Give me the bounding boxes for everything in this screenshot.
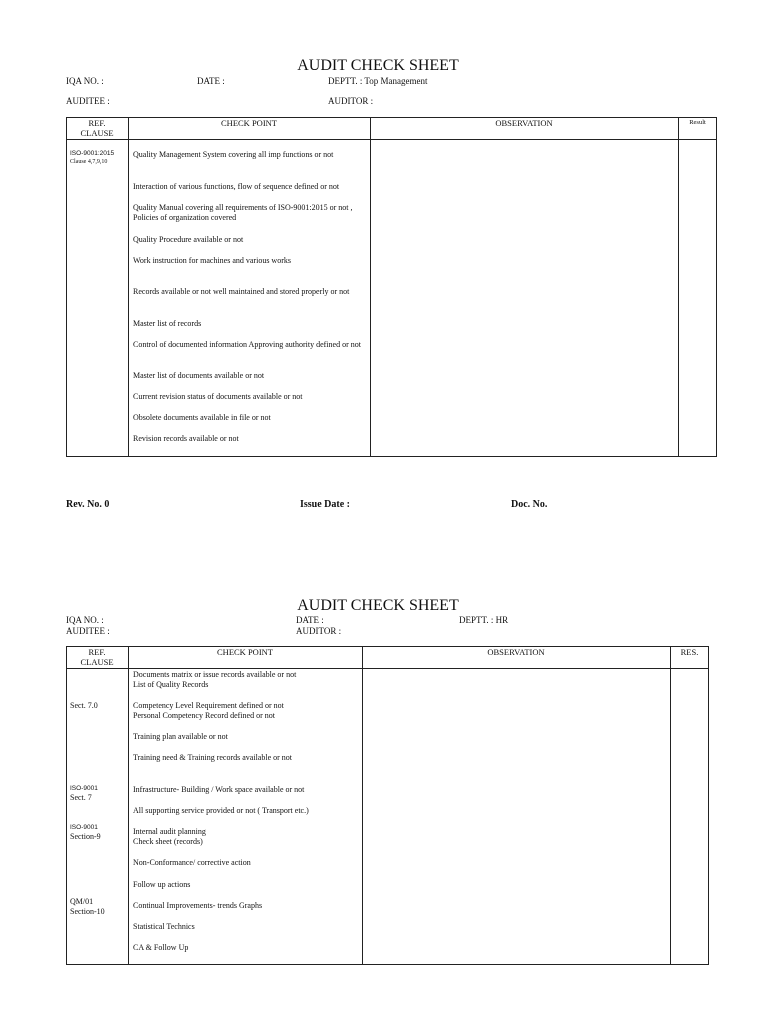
sheet1-date-label: DATE : [197, 76, 225, 86]
sheet2-ref-iso-section9: ISO-9001 Section-9 [70, 824, 101, 841]
sheet2-ref-sect7: Sect. 7.0 [70, 701, 98, 710]
sheet2-checkpoint-item: All supporting service provided or not ( Transport etc.) [133, 806, 309, 815]
sheet1-col-divider-2 [370, 117, 371, 457]
sheet2-checkpoint-item: Check sheet (records) [133, 837, 203, 846]
sheet2-auditor-label: AUDITOR : [296, 626, 342, 636]
sheet1-col-divider-1 [128, 117, 129, 457]
sheet1-header-divider [66, 139, 717, 140]
sheet2-checkpoint-item: Documents matrix or issue records available or not [133, 670, 297, 679]
sheet2-checkpoint-item: CA & Follow Up [133, 943, 189, 952]
sheet1-auditor-label: AUDITOR : [328, 96, 374, 106]
sheet2-checkpoint-item: Training need & Training records available or not [133, 753, 293, 762]
sheet1-checkpoint-item: Interaction of various functions, flow of sequence defined or not [133, 182, 340, 191]
sheet1-checkpoint-item: Master list of records [133, 319, 202, 328]
sheet2-auditee-label: AUDITEE : [66, 626, 110, 636]
sheet1-header-check-point: CHECK POINT [221, 118, 277, 128]
sheet1-header-result: Result [689, 119, 706, 126]
sheet2-header-ref: REF. CLAUSE [80, 647, 114, 667]
sheet2-col-divider-1 [128, 646, 129, 965]
sheet1-title: AUDIT CHECK SHEET [297, 57, 459, 74]
sheet2-checkpoint-item: Continual Improvements- trends Graphs [133, 901, 263, 910]
sheet2-iqa-no-label: IQA NO. : [66, 615, 104, 625]
sheet2-checkpoint-item: Statistical Technics [133, 922, 195, 931]
sheet2-checkpoint-item: List of Quality Records [133, 680, 209, 689]
sheet1-checkpoint-item: Records available or not well maintained and stored properly or not [133, 287, 350, 296]
sheet2-checkpoint-item: Non-Conformance/ corrective action [133, 858, 251, 867]
sheet1-iqa-no-label: IQA NO. : [66, 76, 104, 86]
sheet2-deptt-label: DEPTT. : HR [459, 615, 509, 625]
sheet2-header-divider [66, 668, 709, 669]
sheet1-ref-clause: ISO-9001:2015 Clause 4,7,9,10 [70, 150, 115, 165]
sheet1-checkpoint-item: Quality Management System covering all imp functions or not [133, 150, 334, 159]
sheet1-checkpoint-item: Current revision status of documents available or not [133, 392, 303, 401]
footer-doc-no: Doc. No. [511, 499, 548, 510]
sheet2-date-label: DATE : [296, 615, 324, 625]
sheet2-header-result: RES. [680, 647, 699, 657]
sheet1-checkpoint-item: Control of documented information Approving authority defined or not [133, 340, 361, 349]
sheet2-checkpoint-item: Follow up actions [133, 880, 191, 889]
sheet1-deptt-label: DEPTT. : Top Management [328, 76, 428, 86]
sheet2-checkpoint-item: Training plan available or not [133, 732, 228, 741]
sheet2-checkpoint-item: Internal audit planning [133, 827, 206, 836]
sheet1-auditee-label: AUDITEE : [66, 96, 110, 106]
sheet2-header-observation: OBSERVATION [487, 647, 545, 657]
sheet1-header-observation: OBSERVATION [495, 118, 553, 128]
sheet1-checkpoint-item: Quality Procedure available or not [133, 235, 244, 244]
sheet2-ref-iso-sect7: ISO-9001 Sect. 7 [70, 785, 98, 802]
sheet1-col-divider-3 [678, 117, 679, 457]
sheet2-checkpoint-item: Infrastructure- Building / Work space available or not [133, 785, 305, 794]
sheet1-checkpoint-item: Obsolete documents available in file or not [133, 413, 271, 422]
sheet1-checkpoint-item: Work instruction for machines and various works [133, 256, 291, 265]
sheet1-checkpoint-item: Revision records available or not [133, 434, 239, 443]
sheet1-checkpoint-item: Master list of documents available or not [133, 371, 265, 380]
sheet1-checkpoint-item: Quality Manual covering all requirements of ISO-9001:2015 or not , Policies of organization covered [133, 203, 353, 222]
sheet2-checkpoint-item: Personal Competency Record defined or not [133, 711, 275, 720]
sheet2-title: AUDIT CHECK SHEET [297, 597, 459, 614]
sheet2-checkpoint-item: Competency Level Requirement defined or not [133, 701, 284, 710]
sheet2-col-divider-3 [670, 646, 671, 965]
sheet2-ref-qm01: QM/01 Section-10 [70, 897, 105, 916]
footer-issue-date: Issue Date : [300, 499, 350, 510]
footer-rev-no: Rev. No. 0 [66, 499, 110, 510]
sheet2-header-check-point: CHECK POINT [217, 647, 273, 657]
sheet1-header-ref: REF. CLAUSE [80, 118, 114, 138]
